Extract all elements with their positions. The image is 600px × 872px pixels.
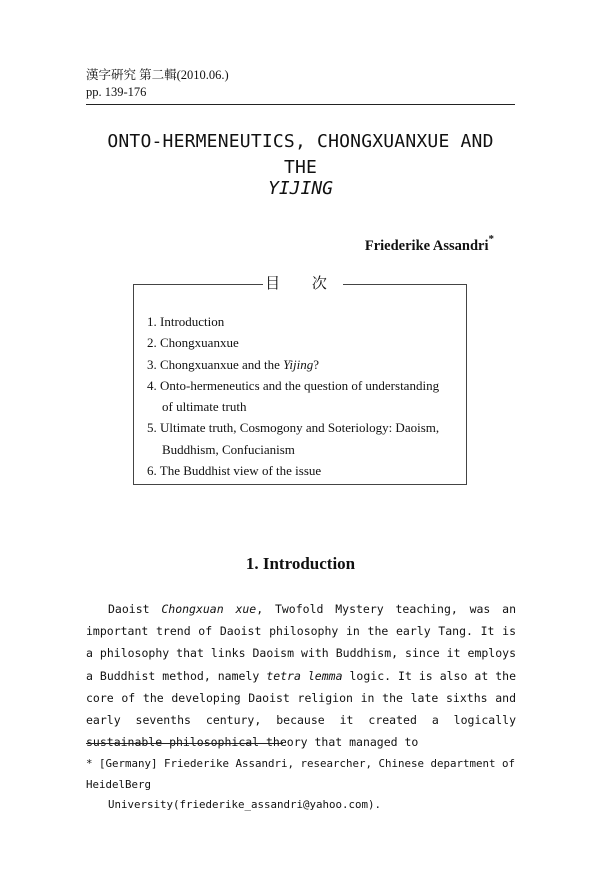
toc-item-continued: of ultimate truth (162, 399, 247, 415)
toc-item: 3. Chongxuanxue and the Yijing? (147, 356, 320, 372)
author-name: Friederike Assandri (364, 237, 489, 254)
toc-item: 2. Chongxuanxue (147, 335, 239, 351)
author (365, 231, 494, 256)
journal-citation: 漢字硏究 第二輯(2010.06.) (86, 68, 229, 82)
footnote-rule (86, 743, 283, 744)
paper-title-line1: ONTO-HERMENEUTICS, CHONGXUANXUE AND THE (107, 131, 494, 178)
section-heading: 1. Introduction (245, 554, 356, 573)
toc-item-continued: Buddhism, Confucianism (162, 441, 295, 457)
footnote-line: * [Germany] Friederike Assandri, researcher, Chinese department of HeidelBerg (86, 757, 516, 791)
body-paragraph: Daoist Chongxuan xue, Twofold Mystery teaching, was an important trend of Daoist philosophy in the early Tang. It is a philosophy that links Daoism with Buddhism, since it employs a Buddhist method, namely tetra lemma logic. It is also at the core of the developing Daoist religion in the late sixths and early sevenths century, because it created a logically sustainable philosophical theory that managed to (86, 602, 517, 750)
toc-item: 5. Ultimate truth, Cosmogony and Soteriology: Daoism, (147, 420, 440, 436)
footnote-line: University(friederike_assandri@yahoo.com). (108, 798, 382, 811)
page-range: pp. 139-176 (86, 85, 147, 99)
paper-title-line2: YIJING (267, 178, 334, 199)
toc-list (147, 311, 469, 481)
toc-item: 4. Onto-hermeneutics and the question of understanding (147, 377, 440, 393)
toc-item: 6. The Buddhist view of the issue (147, 463, 322, 479)
footnote (86, 754, 518, 816)
header-rule (86, 104, 515, 105)
toc-item: 1. Introduction (147, 314, 225, 329)
author-footnote-mark: * (488, 233, 494, 245)
toc-heading: 目 次 (263, 274, 343, 294)
